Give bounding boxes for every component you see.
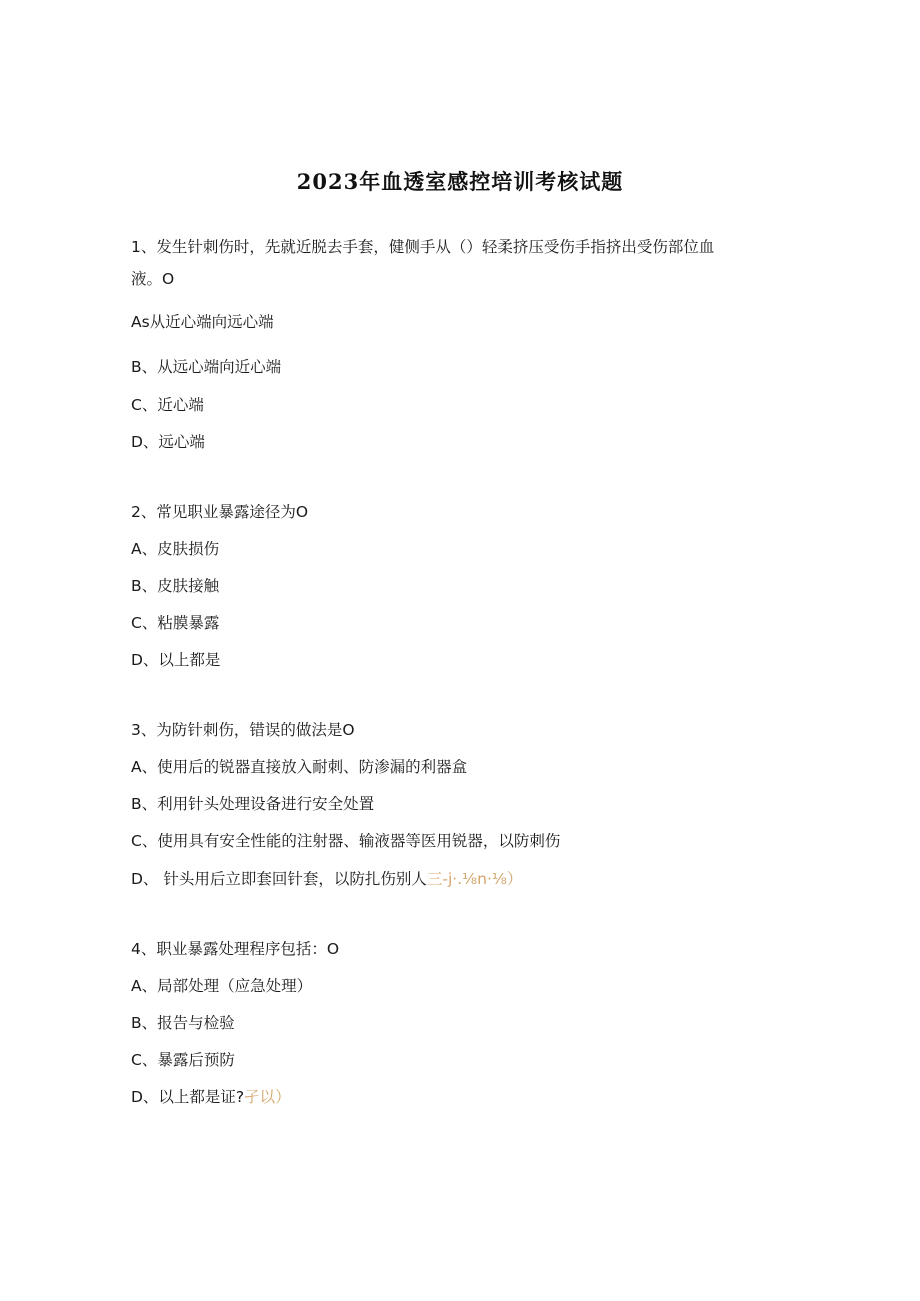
question-3-option-d-faded-mark: 三-j·.⅛n·⅛） xyxy=(426,870,523,888)
question-3-option-c: C、使用具有安全性能的注射器、输液器等医用锐器，以防刺伤 xyxy=(131,832,561,850)
question-4-option-a: A、局部处理（应急处理） xyxy=(131,977,313,995)
question-2-option-d: D、以上都是 xyxy=(131,651,221,669)
question-3-option-a: A、使用后的锐器直接放入耐刺、防渗漏的利器盒 xyxy=(131,758,468,776)
question-3-option-d xyxy=(131,868,522,890)
question-4-option-b: B、报告与检验 xyxy=(131,1014,235,1032)
question-4-option-c: C、暴露后预防 xyxy=(131,1051,235,1069)
document-title: 2023年血透室感控培训考核试题 xyxy=(296,169,624,194)
question-1-option-c: C、近心端 xyxy=(131,396,204,414)
question-1-option-b: B、从远心端向近心端 xyxy=(131,358,282,376)
question-4-option-d xyxy=(131,1086,291,1108)
question-1-stem-line-1: 1、发生针刺伤时，先就近脱去手套，健侧手从（）轻柔挤压受伤手指挤出受伤部位血 xyxy=(131,238,715,256)
question-2-option-b: B、皮肤接触 xyxy=(131,577,220,595)
question-2-stem: 2、常见职业暴露途径为O xyxy=(131,503,309,521)
question-2-option-a: A、皮肤损伤 xyxy=(131,540,220,558)
question-2-option-c: C、粘膜暴露 xyxy=(131,614,220,632)
question-4-option-d-faded-mark: 孑以） xyxy=(244,1088,291,1106)
question-3-option-b: B、利用针头处理设备进行安全处置 xyxy=(131,795,375,813)
question-4-stem: 4、职业暴露处理程序包括：O xyxy=(131,940,340,958)
question-1-option-a: As从近心端向远心端 xyxy=(131,313,274,331)
question-1-stem-line-2: 液。O xyxy=(131,270,175,288)
question-4-option-d-text: D、以上都是证? xyxy=(131,1088,245,1106)
question-3-stem: 3、为防针刺伤，错误的做法是O xyxy=(131,721,355,739)
question-3-option-d-text: D、 针头用后立即套回针套，以防扎伤别人 xyxy=(131,870,427,888)
question-1-option-d: D、远心端 xyxy=(131,433,205,451)
